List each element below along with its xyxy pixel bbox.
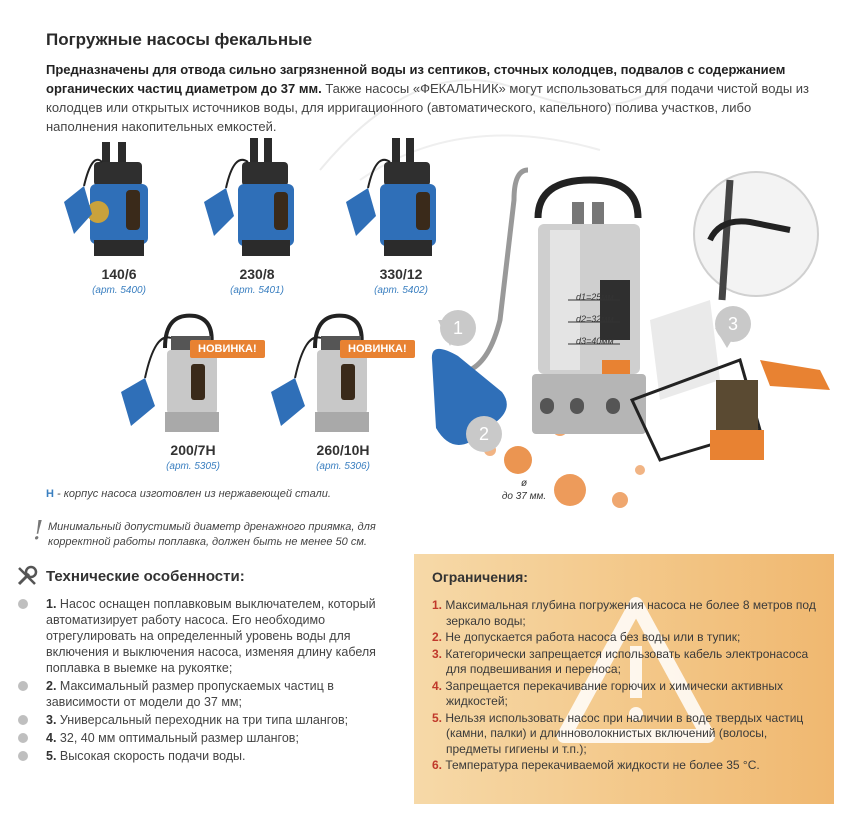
intro-rest: Также насосы «ФЕКАЛЬНИК» могут использоваться для подачи чистой воды из колодцев или открытых источников воды, для ирригационного (автоматического, капельного) полива участков, либо наполнения накопительных емкостей. bbox=[46, 81, 809, 134]
warning-icon: ! bbox=[33, 516, 44, 546]
model-name: 260/10Н bbox=[316, 442, 370, 458]
callout-1: 1 bbox=[440, 310, 476, 346]
item-number: 2. bbox=[46, 679, 57, 693]
item-number: 6. bbox=[432, 758, 443, 772]
bullet-dot bbox=[18, 733, 28, 743]
pump-200-7h-image bbox=[115, 308, 235, 438]
intro-bold: Предназначены для отвода сильно загрязненной воды из септиков, сточных колодцев, подвалов с содержанием органических частиц диаметром до 37 мм. bbox=[46, 62, 786, 96]
wrench-icon bbox=[16, 565, 38, 587]
material-note-letter: Н bbox=[46, 488, 54, 500]
list-item bbox=[432, 647, 822, 678]
item-text: Высокая скорость подачи воды. bbox=[56, 749, 246, 763]
list-item bbox=[18, 730, 398, 746]
pump-260-10h-image bbox=[265, 308, 385, 438]
new-badge: НОВИНКА! bbox=[340, 340, 415, 358]
item-number: 4. bbox=[432, 678, 443, 693]
bullet-dot bbox=[18, 715, 28, 725]
bullet-dot bbox=[18, 751, 28, 761]
list-item bbox=[432, 679, 822, 710]
item-number: 2. bbox=[432, 630, 443, 644]
list-item bbox=[18, 678, 398, 710]
restrictions-list bbox=[432, 598, 822, 775]
restrictions-title: Ограничения: bbox=[432, 569, 528, 585]
item-text: Максимальный размер пропускаемых частиц в зависимости от модели до 37 мм; bbox=[46, 679, 334, 709]
item-text: Не допускается работа насоса без воды или в тупик; bbox=[442, 630, 741, 644]
item-text: Насос оснащен поплавковым выключателем, который автоматизирует работу насоса. Его необходимо отрегулировать на определенный уровень воды для включения и выключения насоса, изменяя длину кабеля поплавка в выемке на рукоятке; bbox=[46, 597, 376, 675]
item-text: Максимальная глубина погружения насоса не более 8 метров под зеркало воды; bbox=[442, 598, 816, 628]
list-item bbox=[18, 596, 398, 676]
list-item bbox=[18, 748, 398, 764]
list-item bbox=[432, 598, 822, 629]
item-text: Запрещается перекачивание горючих и химически активных жидкостей; bbox=[442, 678, 784, 708]
model-name: 200/7Н bbox=[170, 442, 216, 458]
callout-2: 2 bbox=[466, 416, 502, 452]
dim-d1: d1=25мм bbox=[576, 292, 614, 302]
item-number: 1. bbox=[432, 598, 443, 612]
item-number: 3. bbox=[432, 646, 443, 661]
model-article: (арт. 5402) bbox=[374, 285, 428, 296]
page-title: Погружные насосы фекальные bbox=[46, 30, 313, 49]
item-text: Универсальный переходник на три типа шлангов; bbox=[56, 713, 349, 727]
model-article: (арт. 5306) bbox=[316, 461, 370, 472]
model-article: (арт. 5401) bbox=[230, 285, 284, 296]
list-item bbox=[432, 711, 822, 758]
item-number: 3. bbox=[46, 713, 57, 727]
item-text: Категорически запрещается использовать кабель электронасоса для подвешивания и переноса; bbox=[442, 646, 809, 676]
item-number: 4. bbox=[46, 731, 57, 745]
list-item bbox=[18, 712, 398, 728]
model-name: 140/6 bbox=[101, 266, 137, 282]
item-text: 32, 40 мм оптимальный размер шлангов; bbox=[56, 731, 299, 745]
list-item bbox=[432, 630, 822, 646]
material-note bbox=[46, 488, 331, 500]
intro-paragraph bbox=[46, 60, 816, 136]
material-note-text: - корпус насоса изготовлен из нержавеющей стали. bbox=[53, 488, 331, 500]
list-item bbox=[432, 758, 822, 774]
dim-d2: d2=32мм bbox=[576, 314, 614, 324]
model-name: 330/12 bbox=[379, 266, 423, 282]
item-number: 5. bbox=[432, 710, 443, 725]
warning-text: Минимальный допустимый диаметр дренажного приямка, для корректной работы поплавка, должен быть не менее 50 см. bbox=[48, 521, 376, 548]
item-number: 5. bbox=[46, 749, 57, 763]
bullet-dot bbox=[18, 681, 28, 691]
tech-title: Технические особенности: bbox=[46, 568, 245, 585]
model-name: 230/8 bbox=[239, 266, 275, 282]
new-badge: НОВИНКА! bbox=[190, 340, 265, 358]
item-text: Нельзя использовать насос при наличии в воде твердых частиц (камни, палки) и длинноволокнистых включений (волосы, предметы гигиены и т.п.); bbox=[442, 710, 804, 756]
callout-3: 3 bbox=[715, 306, 751, 342]
item-number: 1. bbox=[46, 597, 57, 611]
bullet-dot bbox=[18, 599, 28, 609]
pump-140-6-image bbox=[62, 132, 162, 262]
pump-230-8-image bbox=[200, 132, 300, 262]
diameter-symbol: ø bbox=[520, 478, 528, 489]
pump-diagram bbox=[410, 160, 840, 520]
tech-list bbox=[18, 596, 398, 766]
model-article: (арт. 5305) bbox=[166, 461, 220, 472]
item-text: Температура перекачиваемой жидкости не более 35 °С. bbox=[442, 758, 760, 772]
dim-d3: d3=40мм bbox=[576, 336, 614, 346]
model-article: (арт. 5400) bbox=[92, 285, 146, 296]
diameter-label: до 37 мм. bbox=[501, 491, 547, 502]
